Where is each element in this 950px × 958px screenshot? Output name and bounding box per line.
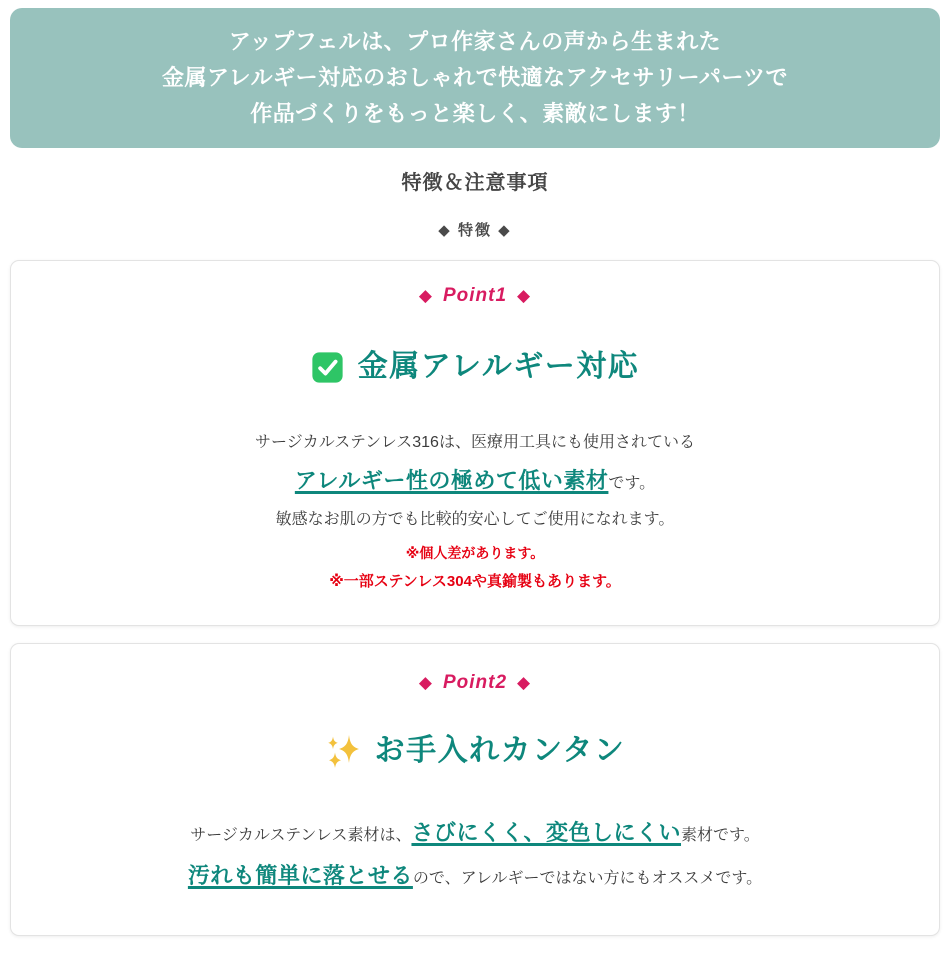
point2-line2 — [11, 860, 939, 895]
point2-label-text: Point2 — [442, 672, 508, 693]
diamond-icon: ◆ — [418, 286, 433, 305]
diamond-icon: ◆ — [517, 673, 532, 692]
point2-line1-tail: 素材です。 — [681, 827, 760, 844]
point1-note2: ※一部ステンレス304や真鍮製もあります。 — [329, 573, 621, 590]
diamond-icon: ◆ — [418, 673, 433, 692]
sparkles-icon — [325, 733, 361, 769]
check-icon — [311, 351, 344, 384]
point1-card — [10, 260, 940, 626]
point1-heading — [11, 345, 939, 389]
diamond-icon: ◆ — [517, 286, 532, 305]
banner-line-3: 作品づくりをもっと楽しく、素敵にします！ — [250, 101, 700, 126]
point1-heading-text: 金属アレルギー対応 — [357, 350, 640, 383]
section-title: 特徴＆注意事項 — [401, 172, 549, 194]
intro-banner — [10, 8, 940, 148]
point1-note1: ※個人差があります。 — [405, 545, 545, 561]
point2-heading-text: お手入れカンタン — [374, 734, 626, 767]
section-subtitle: ◆ 特徴 ◆ — [438, 222, 512, 239]
point2-line2-emphasis: 汚れも簡単に落とせる — [187, 863, 413, 888]
point1-line2 — [11, 465, 939, 500]
point1-line3: 敏感なお肌の方でも比較的安心してご使用になれます。 — [275, 511, 675, 528]
point1-label — [11, 283, 939, 309]
banner-line-1: アップフェルは、プロ作家さんの声から生まれた — [228, 29, 722, 54]
banner-line-2: 金属アレルギー対応のおしゃれで快適なアクセサリーパーツで — [162, 65, 788, 90]
point1-line2-tail: です。 — [608, 475, 656, 492]
point2-heading — [11, 729, 939, 773]
point2-line1-head: サージカルステンレス素材は、 — [190, 827, 412, 844]
point1-line1: サージカルステンレス316は、医療用工具にも使用されている — [255, 434, 695, 451]
point2-card — [10, 643, 940, 936]
product-feature-page — [0, 8, 950, 936]
point2-line1-emphasis: さびにくく、変色しにくい — [411, 820, 682, 845]
point2-line1 — [11, 817, 939, 852]
point1-line2-emphasis: アレルギー性の極めて低い素材 — [294, 468, 609, 493]
point1-label-text: Point1 — [442, 285, 508, 306]
point2-line2-tail: ので、アレルギーではない方にもオススメです。 — [412, 870, 763, 887]
point2-label — [11, 670, 939, 696]
